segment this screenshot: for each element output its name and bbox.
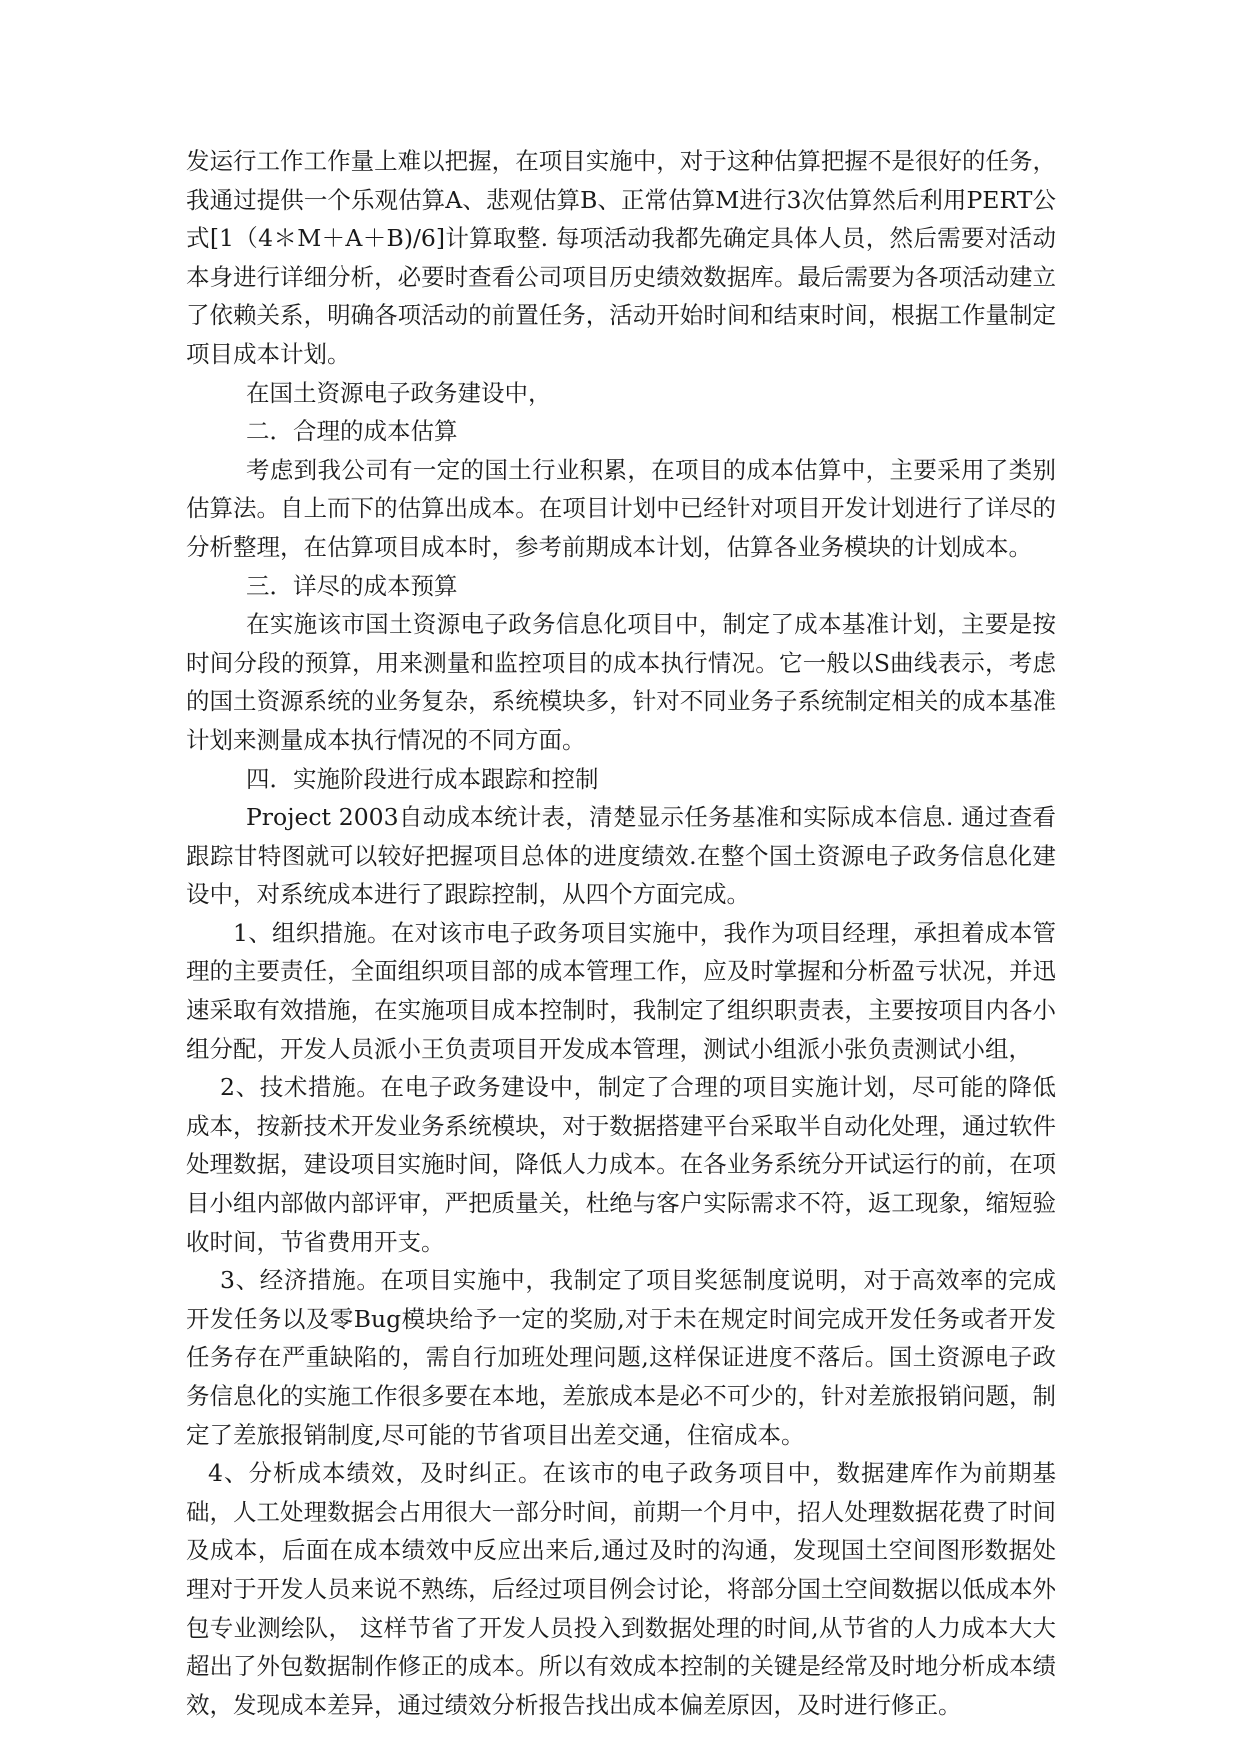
section-heading-cost-budget: 三．详尽的成本预算: [246, 571, 458, 600]
section-heading-cost-tracking: 四．实施阶段进行成本跟踪和控制: [246, 764, 599, 793]
document-body: [186, 142, 1056, 1724]
paragraph-economic-measures: 3、经济措施。在项目实施中，我制定了项目奖惩制度说明，对于高效率的完成开发任务以及零Bug模块给予一定的奖励,对于未在规定时间完成开发任务或者开发任务存在严重缺陷的，需自行加班处理问题,这样保证进度不落后。国土资源电子政务信息化的实施工作很多要在本地，差旅成本是必不可少的，针对差旅报销问题，制定了差旅报销制度,尽可能的节省项目出差交通，住宿成本。: [186, 1266, 1056, 1449]
paragraph-technical-measures: 2、技术措施。在电子政务建设中，制定了合理的项目实施计划，尽可能的降低成本，按新技术开发业务系统模块，对于数据搭建平台采取半自动化处理，通过软件处理数据，建设项目实施时间，降低人力成本。在各业务系统分开试运行的前，在项目小组内部做内部评审，严把质量关，杜绝与客户实际需求不符，返工现象，缩短验收时间，节省费用开支。: [186, 1073, 1056, 1256]
paragraph-pert-estimate: 发运行工作工作量上难以把握，在项目实施中，对于这种估算把握不是很好的任务，我通过提供一个乐观估算A、悲观估算B、正常估算M进行3次估算然后利用PERT公式[1（4＊M＋A＋B)/6]计算取整. 每项活动我都先确定具体人员，然后需要对活动本身进行详细分析，必要时查看公司项目历史绩效数据库。最后需要为各项活动建立了依赖关系，明确各项活动的前置任务，活动开始时间和结束时间，根据工作量制定项目成本计划。: [186, 147, 1056, 368]
paragraph-cost-estimate: 考虑到我公司有一定的国土行业积累，在项目的成本估算中，主要采用了类别估算法。自上而下的估算出成本。在项目计划中已经针对项目开发计划进行了详尽的分析整理，在估算项目成本时，参考前期成本计划，估算各业务模块的计划成本。: [186, 455, 1056, 561]
paragraph-project-2003: Project 2003自动成本统计表，清楚显示任务基准和实际成本信息. 通过查看跟踪甘特图就可以较好把握项目总体的进度绩效.在整个国土资源电子政务信息化建设中，对系统成本进行了跟踪控制，从四个方面完成。: [186, 803, 1056, 909]
paragraph-organizational-measures: 1、组织措施。在对该市电子政务项目实施中，我作为项目经理，承担着成本管理的主要责任，全面组织项目部的成本管理工作，应及时掌握和分析盈亏状况，并迅速采取有效措施，在实施项目成本控制时，我制定了组织职责表，主要按项目内各小组分配，开发人员派小王负责项目开发成本管理，测试小组派小张负责测试小组，: [186, 918, 1056, 1063]
paragraph-cost-performance-analysis: 4、分析成本绩效，及时纠正。在该市的电子政务项目中，数据建库作为前期基础，人工处理数据会占用很大一部分时间，前期一个月中，招人处理数据花费了时间及成本，后面在成本绩效中反应出来后,通过及时的沟通，发现国土空间图形数据处理对于开发人员来说不熟练，后经过项目例会讨论，将部分国土空间数据以低成本外包专业测绘队， 这样节省了开发人员投入到数据处理的时间,从节省的人力成本大大超出了外包数据制作修正的成本。所以有效成本控制的关键是经常及时地分析成本绩效，发现成本差异，通过绩效分析报告找出成本偏差原因，及时进行修正。: [186, 1459, 1056, 1719]
paragraph-intro-egov: 在国土资源电子政务建设中，: [246, 378, 552, 407]
section-heading-cost-estimate: 二．合理的成本估算: [246, 417, 458, 446]
paragraph-cost-budget: 在实施该市国土资源电子政务信息化项目中，制定了成本基准计划，主要是按时间分段的预算，用来测量和监控项目的成本执行情况。它一般以S曲线表示，考虑的国土资源系统的业务复杂，系统模块多，针对不同业务子系统制定相关的成本基准计划来测量成本执行情况的不同方面。: [186, 610, 1056, 754]
